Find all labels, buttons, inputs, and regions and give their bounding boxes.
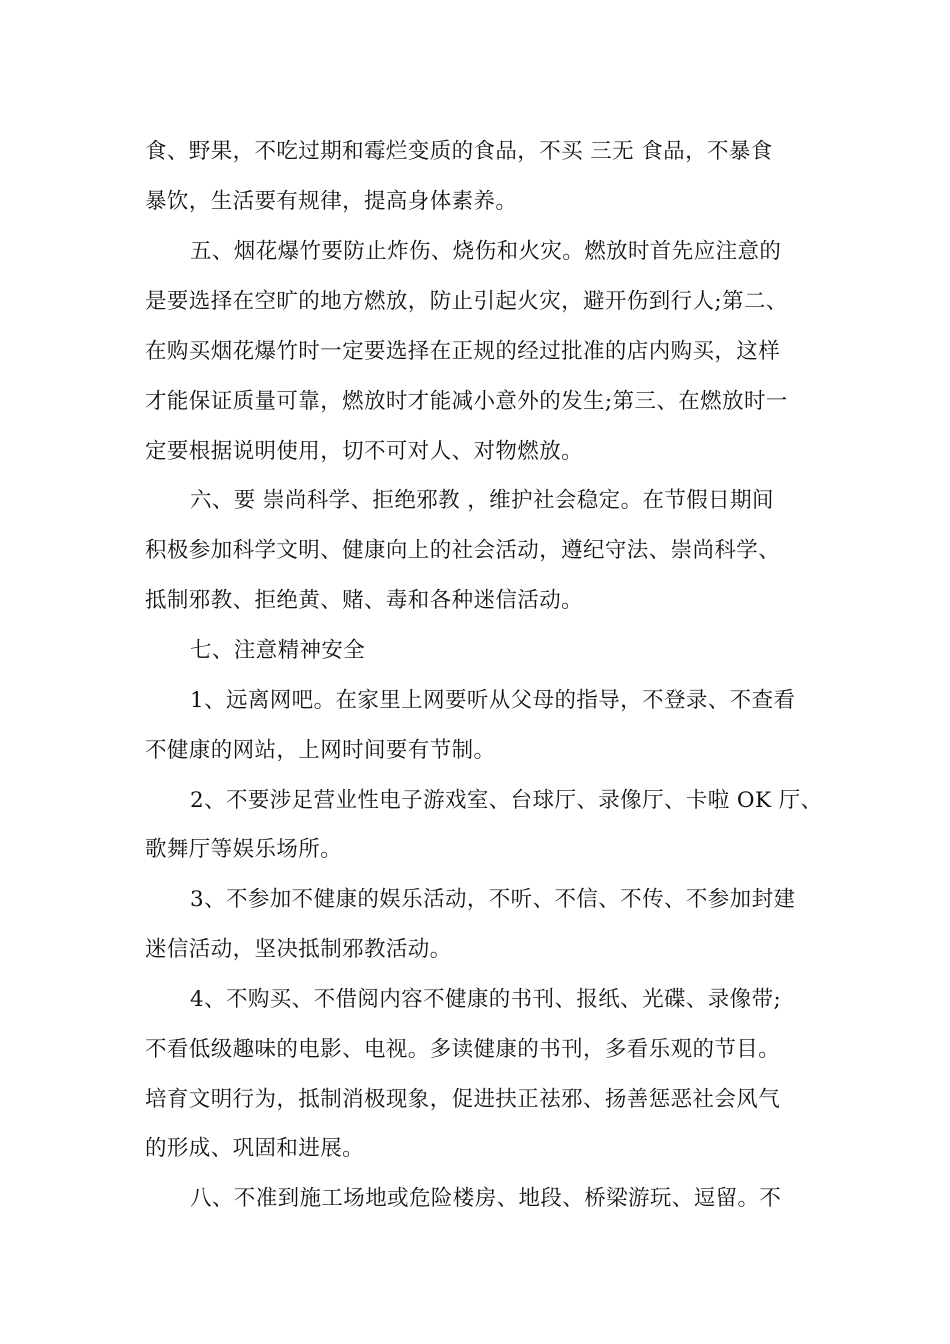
text-line: 暴饮，生活要有规律，提高身体素养。 [145, 189, 518, 214]
text-line: 食、野果，不吃过期和霉烂变质的食品，不买 三无 食品，不暴食 [145, 139, 773, 164]
item-two-start: 2、不要涉足营业性电子游戏室、台球厅、录像厅、卡啦 OK 厅、 [190, 788, 823, 813]
text-line: 积极参加科学文明、健康向上的社会活动，遵纪守法、崇尚科学、 [145, 538, 781, 563]
text-line: 是要选择在空旷的地方燃放，防止引起火灾，避开伤到行人;第二、 [145, 289, 788, 314]
text-line: 定要根据说明使用，切不可对人、对物燃放。 [145, 439, 584, 464]
text-line: 不看低级趣味的电影、电视。多读健康的书刊，多看乐观的节目。 [145, 1037, 781, 1062]
text-line: 的形成、巩固和进展。 [145, 1136, 365, 1161]
text-line: 才能保证质量可靠，燃放时才能减小意外的发生;第三、在燃放时一 [145, 389, 788, 414]
text-line: 不健康的网站，上网时间要有节制。 [145, 738, 496, 763]
item-four-start: 4、不购买、不借阅内容不健康的书刊、报纸、光碟、录像带; [190, 987, 782, 1012]
text-line: 培育文明行为，抵制消极现象，促进扶正祛邪、扬善惩恶社会风气 [145, 1087, 781, 1112]
paragraph-eight-start: 八、不准到施工场地或危险楼房、地段、桥梁游玩、逗留。不 [190, 1186, 782, 1211]
text-line: 抵制邪教、拒绝黄、赌、毒和各种迷信活动。 [145, 588, 584, 613]
section-seven-heading: 七、注意精神安全 [190, 638, 366, 663]
item-one-start: 1、远离网吧。在家里上网要听从父母的指导，不登录、不查看 [190, 688, 796, 713]
paragraph-six-start: 六、要 崇尚科学、拒绝邪教 ，维护社会稳定。在节假日期间 [190, 488, 774, 513]
item-three-start: 3、不参加不健康的娱乐活动，不听、不信、不传、不参加封建 [190, 887, 796, 912]
text-line: 在购买烟花爆竹时一定要选择在正规的经过批准的店内购买，这样 [145, 339, 781, 364]
text-line: 迷信活动，坚决抵制邪教活动。 [145, 937, 452, 962]
paragraph-five-start: 五、烟花爆竹要防止炸伤、烧伤和火灾。燃放时首先应注意的 [190, 239, 782, 264]
text-line: 歌舞厅等娱乐场所。 [145, 837, 343, 862]
